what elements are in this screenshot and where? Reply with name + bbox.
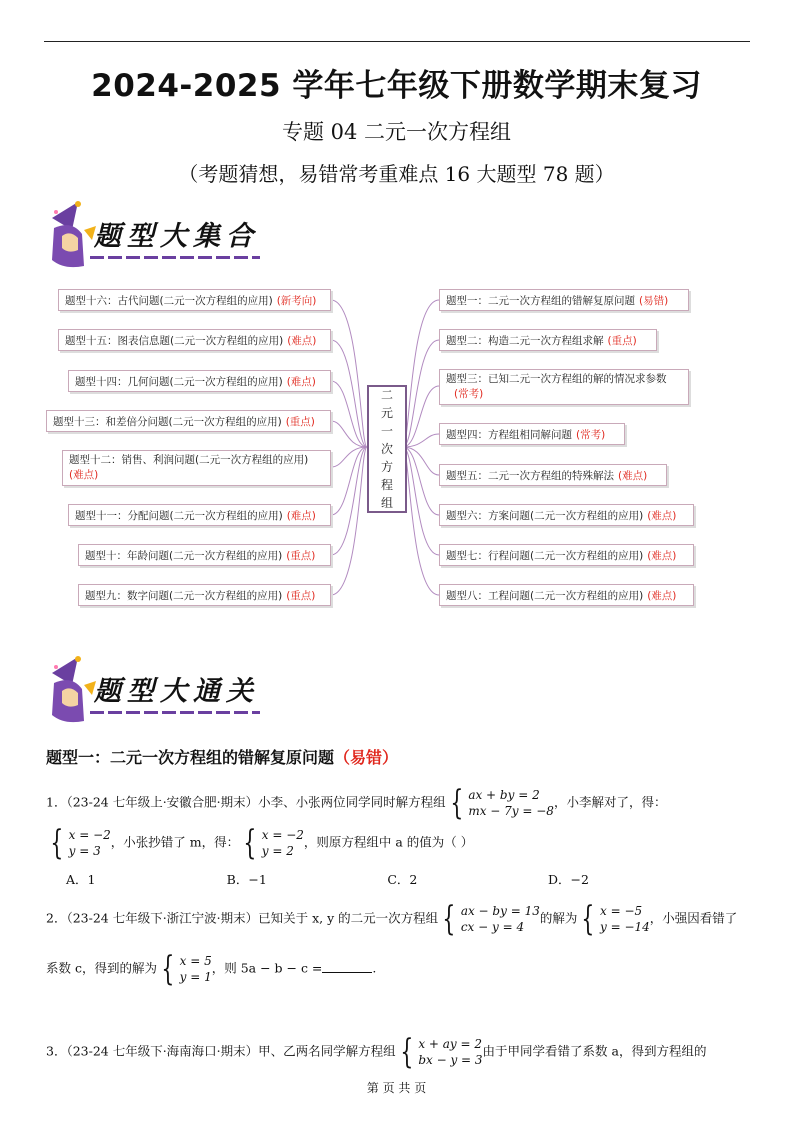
solution-system: { x = −2 y = 2 <box>243 823 304 863</box>
center-char: 二 <box>380 388 393 402</box>
banner-question-practice <box>44 655 274 725</box>
page-footer: 第 页 共 页 <box>366 1081 427 1095</box>
topic-note: （考题猜想，易错常考重难点 16 大题型 78 题） <box>178 162 615 186</box>
mindmap-right-6: 题型六：方案问题(二元一次方程组的应用) (难点) <box>439 504 694 526</box>
question-2-line2: 系数 c，得到的解为 { x = 5 y = 1 ，则 5a − b − c = . <box>46 949 377 989</box>
mindmap-left-12: 题型十二：销售、利润问题(二元一次方程组的应用) (难点) <box>62 450 331 486</box>
question-3-line1: 3．（23-24 七年级下·海南海口·期末）甲、乙两名同学解方程组 { x + ay = 2 bx − y = 3 由于甲同学看错了系数 a，得到方程组的 <box>46 1032 707 1072</box>
mindmap-left-9: 题型九：数字问题(二元一次方程组的应用) (重点) <box>78 584 331 606</box>
banner-title: 题型大通关 <box>94 676 259 707</box>
mindmap-right-7: 题型七：行程问题(二元一次方程组的应用) (难点) <box>439 544 694 566</box>
mindmap-center <box>367 385 407 513</box>
mindmap-left-14: 题型十四：几何问题(二元一次方程组的应用) (难点) <box>68 370 331 392</box>
mindmap-left-10: 题型十：年龄问题(二元一次方程组的应用) (重点) <box>78 544 331 566</box>
center-char: 方 <box>380 460 393 474</box>
mindmap-right-4: 题型四：方程组相同解问题 (常考) <box>439 423 625 445</box>
banner-title: 题型大集合 <box>94 221 259 252</box>
question-1-line1: 1．（23-24 七年级上·安徽合肥·期末）小李、小张两位同学同时解方程组 { ax + by = 2 mx − 7y = −8 ，小李解对了，得： <box>46 783 667 823</box>
equation-system: { ax − by = 13 cx − y = 4 <box>442 899 540 939</box>
question-1-options <box>66 870 686 888</box>
center-char: 元 <box>380 406 393 420</box>
mindmap-right-5: 题型五：二元一次方程组的特殊解法 (难点) <box>439 464 667 486</box>
mindmap-right-3: 题型三：已知二元一次方程组的解的情况求参数 (常考) <box>439 369 689 405</box>
answer-blank[interactable] <box>322 972 372 973</box>
center-char: 一 <box>380 424 393 438</box>
center-char: 组 <box>380 496 393 510</box>
mindmap-right-1: 题型一：二元一次方程组的错解复原问题 (易错) <box>439 289 689 311</box>
equation-system: { ax + by = 2 mx − 7y = −8 <box>450 783 554 823</box>
banner-underline <box>90 711 260 714</box>
option-d[interactable]: D．−2 <box>547 872 589 887</box>
section-heading: 题型一：二元一次方程组的错解复原问题（易错） <box>46 748 399 767</box>
solution-system: { x = 5 y = 1 <box>161 949 212 989</box>
mindmap-left-16: 题型十六：古代问题(二元一次方程组的应用) (新考向) <box>58 289 331 311</box>
mindmap-right-8: 题型八：工程问题(二元一次方程组的应用) (难点) <box>439 584 694 606</box>
option-a[interactable]: A．1 <box>66 872 96 887</box>
option-b[interactable]: B．−1 <box>226 872 267 887</box>
mindmap-left-11: 题型十一：分配问题(二元一次方程组的应用) (难点) <box>68 504 331 526</box>
center-char: 程 <box>380 478 393 492</box>
page-title: 2024-2025 学年七年级下册数学期末复习 <box>91 68 702 104</box>
equation-system: { x + ay = 2 bx − y = 3 <box>400 1032 483 1072</box>
mindmap-left-13: 题型十三：和差倍分问题(二元一次方程组的应用) (重点) <box>46 410 331 432</box>
solution-system: { x = −2 y = 3 <box>50 823 111 863</box>
question-1-line2: { x = −2 y = 3 ，小张抄错了 m，得： { x = −2 y = 2 ，则原方程组中 a 的值为（ ） <box>46 826 756 860</box>
mindmap-left-15: 题型十五：图表信息题(二元一次方程组的应用) (难点) <box>58 329 331 351</box>
solution-system: { x = −5 y = −14 <box>581 899 650 939</box>
topic-subtitle: 专题 04 二元一次方程组 <box>281 120 512 144</box>
question-2-line1: 2．（23-24 七年级下·浙江宁波·期末）已知关于 x, y 的二元一次方程组 { ax − by = 13 cx − y = 4 的解为 { x = −5 y = −14 ，小强因看错了 <box>46 899 738 939</box>
mindmap-right-2: 题型二：构造二元一次方程组求解 (重点) <box>439 329 657 351</box>
center-char: 次 <box>380 442 393 456</box>
option-c[interactable]: C．2 <box>387 872 418 887</box>
